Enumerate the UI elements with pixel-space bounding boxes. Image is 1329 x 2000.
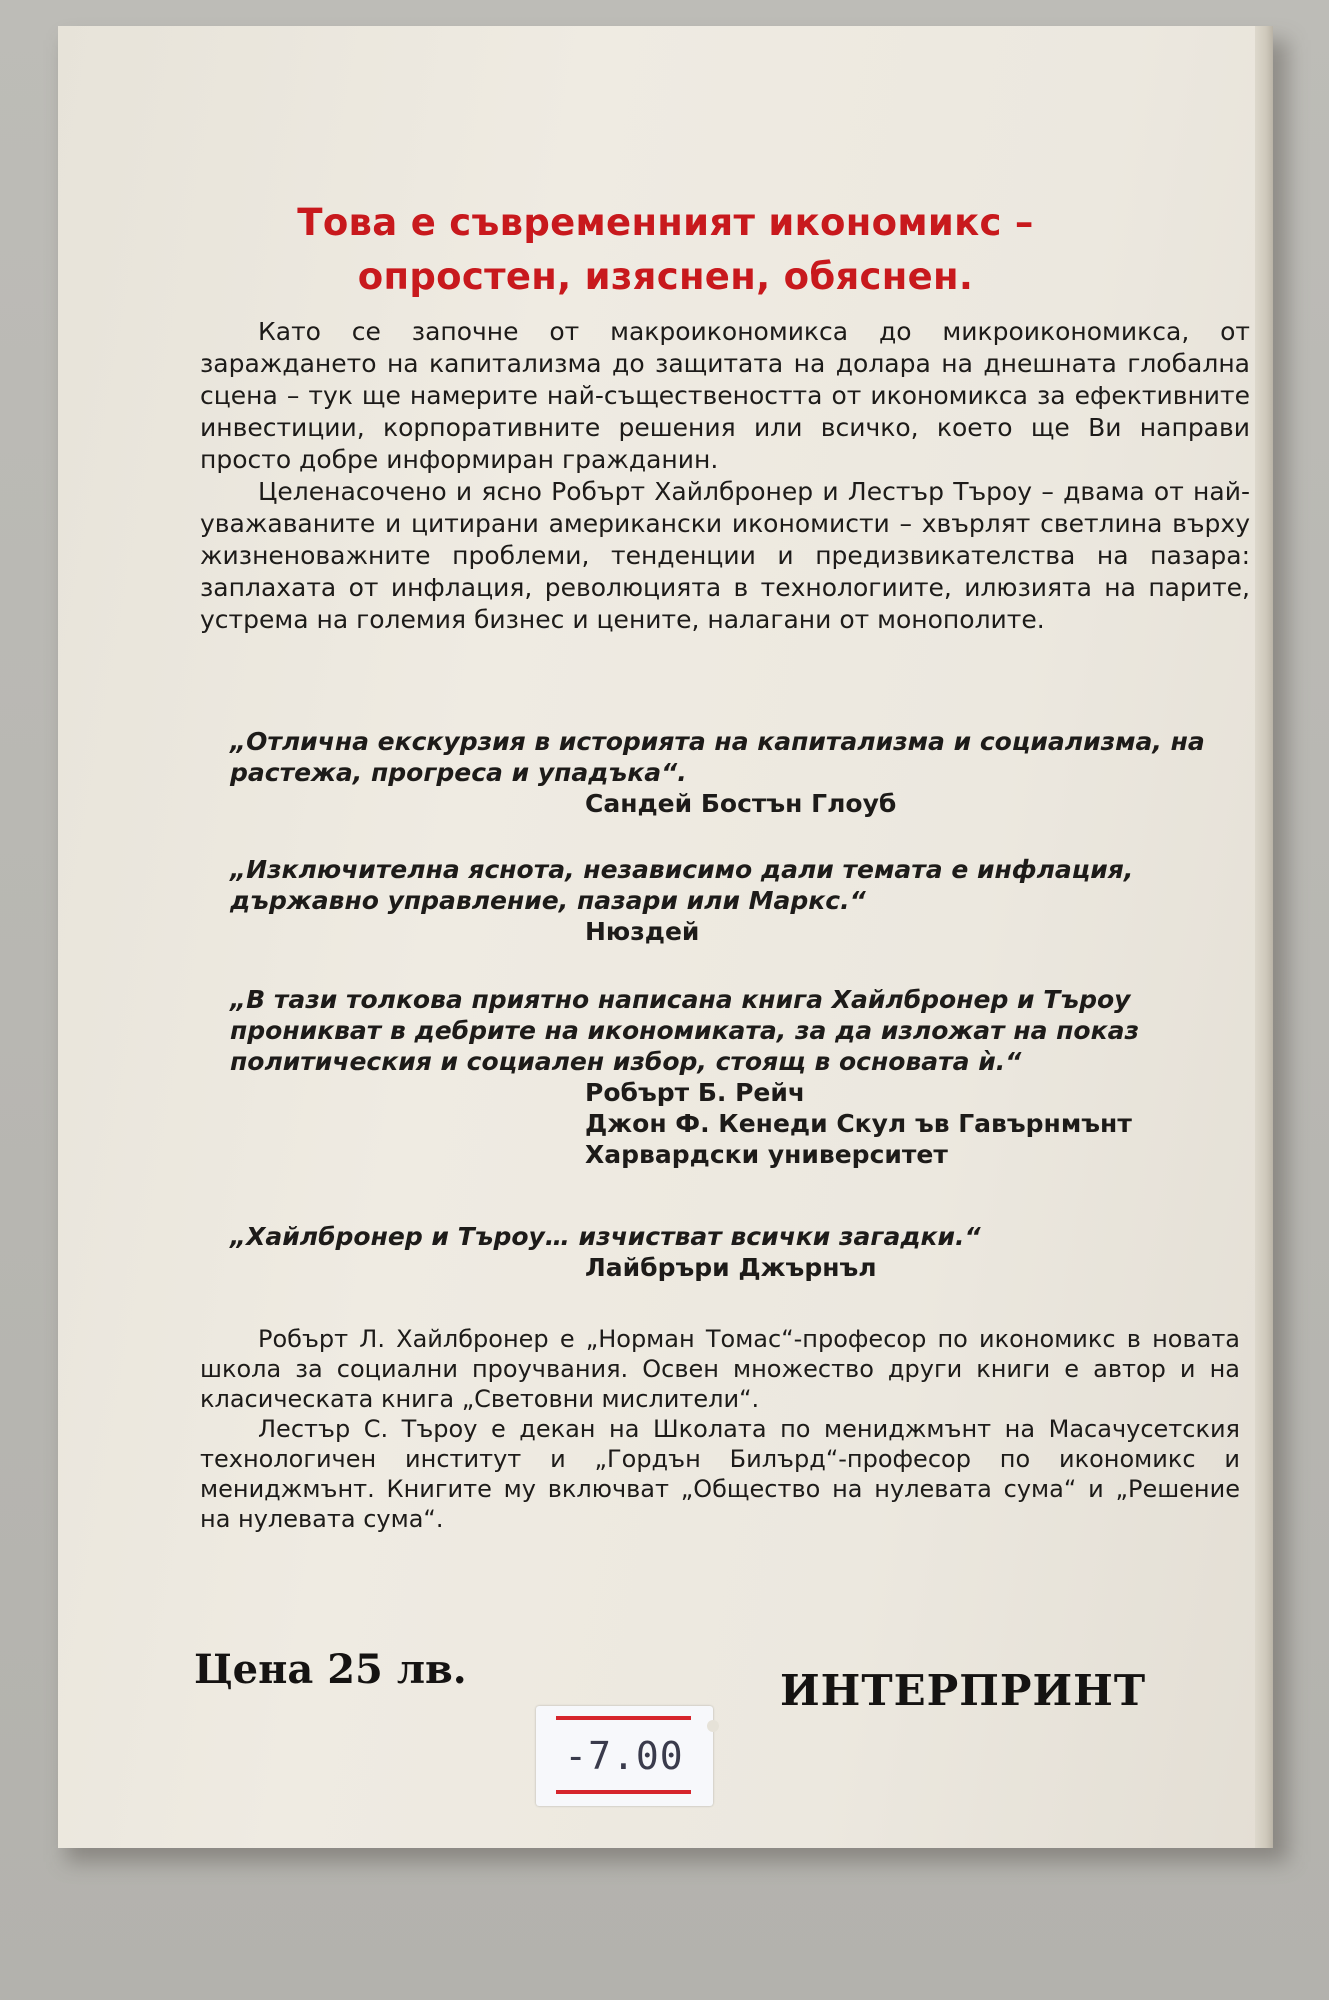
- price-sticker: [536, 1706, 713, 1806]
- quote-4: [200, 1221, 1250, 1283]
- quote-3: [200, 984, 1250, 1170]
- bio-paragraph-1: Робърт Л. Хайлбронер е „Норман Томас“-професор по икономикс в новата школа за социални проучвания. Освен множество други книги е автор и на класическата книга „Световни мислители“.: [200, 1325, 1240, 1413]
- intro-paragraph-1: Като се започне от макроикономикса до микроикономикса, от зараждането на капитализма до защитата на долара на днешната глобална сцена – тук ще намерите най-съществеността от икономикса за ефективните инвестиции, корпоративните решения или всичко, което ще Ви направи просто добре информиран гражданин.: [200, 317, 1250, 474]
- sticker-notch: [707, 1720, 719, 1732]
- intro-text: [200, 316, 1250, 636]
- bio-paragraph-2: Лестър С. Търоу е декан на Школата по мениджмънт на Масачусетския технологичен институт и „Гордън Билърд“-професор по икономикс и мениджмънт. Книгите му включват „Общество на нулевата сума“ и „Решение на нулевата сума“.: [200, 1415, 1240, 1533]
- author-bios: [200, 1324, 1240, 1534]
- quote-text: „В тази толкова приятно написана книга Хайлбронер и Търоу проникват в дебрите на икономиката, за да изложат на показ политическия и социален избор, стоящ в основата ѝ.“: [230, 985, 1139, 1076]
- quote-1: [200, 726, 1250, 819]
- intro-paragraph-2: Целенасочено и ясно Робърт Хайлбронер и Лестър Търоу – двама от най-уважаваните и цитирани американски икономисти – хвърлят светлина върху жизненоважните проблеми, тенденции и предизвикателства на пазара: заплахата от инфлация, революцията в технологиите, илюзията на парите, устрема на големия бизнес и цените, налагани от монополите.: [200, 477, 1250, 634]
- quote-text: „Отлична екскурзия в историята на капитализма и социализма, на растежа, прогреса и упадъка“.: [230, 727, 1205, 787]
- headline: [58, 196, 1273, 304]
- sticker-top-line: [556, 1716, 691, 1720]
- quote-source: Лайбръри Джърнъл: [585, 1253, 877, 1282]
- headline-line-1: Това е съвременният икономикс –: [297, 201, 1034, 244]
- headline-line-2: опростен, изяснен, обяснен.: [357, 255, 974, 298]
- sticker-price-value: -7.00: [564, 1734, 684, 1778]
- sticker-bottom-line: [556, 1790, 691, 1794]
- quote-2: [200, 854, 1250, 947]
- quote-text: „Изключителна яснота, независимо дали темата е инфлация, държавно управление, пазари или Маркс.“: [230, 855, 1134, 915]
- quote-source: Сандей Бостън Глоуб: [585, 789, 897, 818]
- quote-source: Харвардски университет: [585, 1140, 948, 1169]
- publisher-name: ИНТЕРПРИНТ: [780, 1666, 1147, 1715]
- printed-price: Цена 25 лв.: [194, 1646, 467, 1693]
- quote-source: Джон Ф. Кенеди Скул ъв Гавърнмънт: [585, 1109, 1132, 1138]
- quote-source: Робърт Б. Рейч: [585, 1078, 806, 1107]
- quote-source: Нюздей: [585, 917, 700, 946]
- book-back-cover: [58, 26, 1273, 1848]
- quote-text: „Хайлбронер и Търоу… изчистват всички загадки.“: [230, 1222, 981, 1251]
